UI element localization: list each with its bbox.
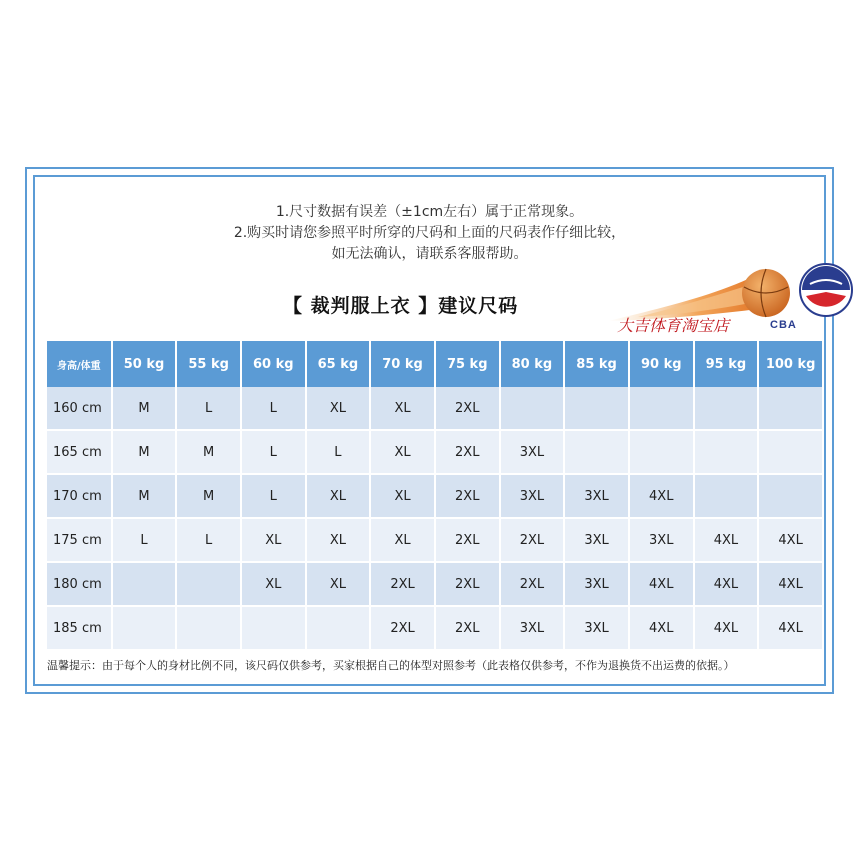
- size-cell: XL: [370, 518, 435, 562]
- size-cell: 2XL: [435, 606, 500, 650]
- row-height-label: 180 cm: [47, 562, 112, 606]
- size-cell: XL: [306, 474, 371, 518]
- size-cell: 4XL: [758, 518, 823, 562]
- size-table: [47, 341, 824, 651]
- size-cell: 2XL: [435, 474, 500, 518]
- column-header: 80 kg: [500, 341, 565, 387]
- size-cell: L: [306, 430, 371, 474]
- size-cell: L: [241, 474, 306, 518]
- size-cell: XL: [370, 474, 435, 518]
- size-cell: [694, 474, 759, 518]
- column-header: 95 kg: [694, 341, 759, 387]
- table-row: [47, 387, 823, 430]
- size-cell: M: [112, 474, 177, 518]
- row-height-label: 170 cm: [47, 474, 112, 518]
- size-cell: XL: [241, 518, 306, 562]
- size-cell: 3XL: [500, 606, 565, 650]
- column-header: 85 kg: [564, 341, 629, 387]
- size-cell: [694, 430, 759, 474]
- size-cell: [306, 606, 371, 650]
- note-2: 2.购买时请您参照平时所穿的尺码和上面的尺码表作仔细比较，: [233, 225, 626, 241]
- table-header-row: [47, 341, 823, 387]
- size-cell: [176, 606, 241, 650]
- size-cell: [629, 430, 694, 474]
- size-cell: 4XL: [629, 474, 694, 518]
- size-cell: 2XL: [435, 387, 500, 430]
- size-cell: [758, 387, 823, 430]
- table-row: [47, 474, 823, 518]
- size-cell: 3XL: [564, 606, 629, 650]
- size-cell: [176, 562, 241, 606]
- size-cell: [758, 474, 823, 518]
- column-header: 75 kg: [435, 341, 500, 387]
- table-row: [47, 606, 823, 650]
- size-cell: 2XL: [435, 518, 500, 562]
- size-cell: L: [176, 518, 241, 562]
- size-cell: 4XL: [694, 518, 759, 562]
- note-1: 1.尺寸数据有误差（±1cm左右）属于正常现象。: [275, 204, 584, 220]
- shop-logo-area: [578, 259, 838, 337]
- size-cell: 2XL: [370, 606, 435, 650]
- size-cell: XL: [306, 518, 371, 562]
- size-cell: XL: [370, 387, 435, 430]
- column-header: 60 kg: [241, 341, 306, 387]
- size-cell: 2XL: [435, 430, 500, 474]
- size-cell: L: [176, 387, 241, 430]
- size-cell: L: [241, 387, 306, 430]
- size-chart-inner-frame: [33, 175, 826, 686]
- cba-logo-text: CBA: [770, 319, 797, 331]
- cba-logo-icon: [796, 262, 856, 324]
- table-row: [47, 430, 823, 474]
- size-cell: 4XL: [629, 562, 694, 606]
- notes: [35, 202, 824, 265]
- size-cell: 2XL: [435, 562, 500, 606]
- size-cell: 3XL: [564, 474, 629, 518]
- size-cell: [500, 387, 565, 430]
- size-cell: M: [112, 430, 177, 474]
- chart-title: 【 裁判服上衣 】建议尺码: [283, 295, 519, 317]
- footer-tip: 温馨提示：由于每个人的身材比例不同，该尺码仅供参考，买家根据自己的体型对照参考（此表格仅供参考，不作为退换货不出运费的依据。）: [47, 659, 735, 672]
- size-cell: [241, 606, 306, 650]
- size-cell: 3XL: [629, 518, 694, 562]
- size-cell: M: [176, 474, 241, 518]
- column-header: 100 kg: [758, 341, 823, 387]
- size-cell: [112, 606, 177, 650]
- size-cell: L: [112, 518, 177, 562]
- size-cell: M: [112, 387, 177, 430]
- size-cell: [758, 430, 823, 474]
- row-height-label: 185 cm: [47, 606, 112, 650]
- size-cell: 4XL: [629, 606, 694, 650]
- size-cell: 3XL: [564, 562, 629, 606]
- size-cell: 2XL: [500, 562, 565, 606]
- size-cell: [564, 387, 629, 430]
- size-cell: 3XL: [564, 518, 629, 562]
- row-height-label: 160 cm: [47, 387, 112, 430]
- size-cell: 3XL: [500, 430, 565, 474]
- shop-name: 大吉体育淘宝店: [617, 316, 730, 335]
- size-cell: 4XL: [694, 606, 759, 650]
- table-row: [47, 562, 823, 606]
- column-header: 70 kg: [370, 341, 435, 387]
- size-chart-frame: [25, 167, 834, 694]
- size-cell: 4XL: [758, 606, 823, 650]
- size-cell: XL: [306, 387, 371, 430]
- column-header: 55 kg: [176, 341, 241, 387]
- row-height-label: 165 cm: [47, 430, 112, 474]
- column-header: 65 kg: [306, 341, 371, 387]
- size-cell: M: [176, 430, 241, 474]
- corner-header: 身高/体重: [47, 341, 112, 387]
- size-cell: XL: [306, 562, 371, 606]
- size-cell: 4XL: [694, 562, 759, 606]
- size-cell: XL: [241, 562, 306, 606]
- size-cell: [694, 387, 759, 430]
- size-cell: [629, 387, 694, 430]
- size-cell: XL: [370, 430, 435, 474]
- row-height-label: 175 cm: [47, 518, 112, 562]
- note-3: 如无法确认，请联系客服帮助。: [331, 246, 528, 262]
- size-cell: 2XL: [370, 562, 435, 606]
- column-header: 90 kg: [629, 341, 694, 387]
- size-cell: [112, 562, 177, 606]
- size-cell: [564, 430, 629, 474]
- size-cell: 2XL: [500, 518, 565, 562]
- column-header: 50 kg: [112, 341, 177, 387]
- table-row: [47, 518, 823, 562]
- size-cell: L: [241, 430, 306, 474]
- size-cell: 4XL: [758, 562, 823, 606]
- size-cell: 3XL: [500, 474, 565, 518]
